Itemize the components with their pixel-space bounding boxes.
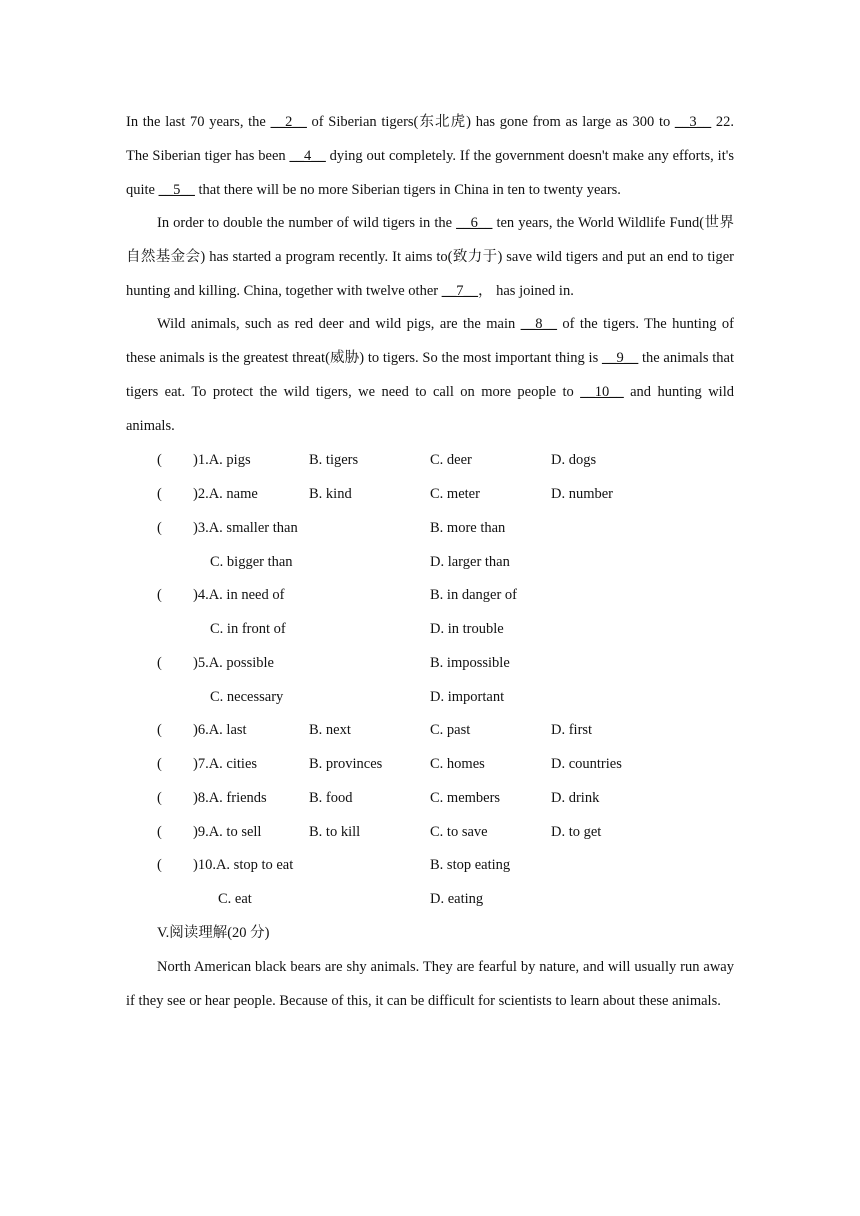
answer-paren[interactable]: ( — [157, 756, 162, 772]
passage-paragraph-3 — [126, 307, 734, 443]
option-d: D. dogs — [551, 452, 597, 468]
answer-paren[interactable]: ( — [157, 486, 162, 502]
reading-paragraph-1 — [126, 950, 734, 1018]
text: and hunting wild animals. — [126, 384, 734, 434]
answer-paren[interactable]: ( — [157, 790, 162, 806]
text: ten years, the World Wildlife Fund(世界自然基金会) has started a program recently. It aims to(致力于) save wild tigers and put an end to tiger hunting and killing. China, together with twelve other — [126, 215, 734, 299]
option-c: C. members — [430, 790, 501, 806]
text: that there will be no more Siberian tigers in China in ten to twenty years. — [194, 182, 621, 198]
question-row-10 — [0, 848, 860, 882]
option-b: B. provinces — [309, 756, 383, 772]
option-d: D. important — [430, 689, 505, 705]
option-c: C. past — [430, 722, 471, 738]
option-b: B. to kill — [309, 824, 361, 840]
option-b: B. in danger of — [430, 587, 517, 603]
option-c: C. homes — [430, 756, 485, 772]
blank-4: __4__ — [289, 148, 326, 164]
option-c: C. bigger than — [210, 554, 293, 570]
option-c: C. eat — [218, 891, 252, 907]
blank-9: __9__ — [601, 350, 639, 366]
blank-6: __6__ — [456, 215, 493, 231]
blank-10: __10__ — [580, 384, 624, 400]
question-row-7 — [0, 747, 860, 781]
option-d: D. larger than — [430, 554, 510, 570]
answer-paren[interactable]: ( — [157, 824, 162, 840]
question-row-4 — [0, 578, 860, 612]
option-b: B. stop eating — [430, 857, 511, 873]
answer-paren[interactable]: ( — [157, 857, 162, 873]
answer-paren[interactable]: ( — [157, 655, 162, 671]
option-d: D. eating — [430, 891, 484, 907]
option-b: B. kind — [309, 486, 352, 502]
text: dying out completely. If the government doesn't make any efforts, it's quite — [126, 148, 734, 198]
question-row-6 — [0, 713, 860, 747]
text: In order to double the number of wild tigers in the — [157, 215, 457, 231]
option-a: )5.A. possible — [193, 655, 274, 671]
option-a: )6.A. last — [193, 722, 247, 738]
option-c: C. to save — [430, 824, 488, 840]
option-c: C. deer — [430, 452, 472, 468]
blank-7: __7__ — [441, 283, 478, 299]
option-b: B. food — [309, 790, 353, 806]
question-row-10-cont — [0, 882, 860, 916]
question-row-9 — [0, 815, 860, 849]
text: In the last 70 years, the — [126, 114, 271, 130]
question-row-5 — [0, 646, 860, 680]
section-title: V.阅读理解(20 分) — [157, 925, 270, 941]
answer-paren[interactable]: ( — [157, 587, 162, 603]
option-a: )7.A. cities — [193, 756, 258, 772]
text: Wild animals, such as red deer and wild pigs, are the main — [157, 316, 521, 332]
option-a: )4.A. in need of — [193, 587, 285, 603]
text: of the tigers. The hunting of these animals is the greatest threat(威胁) to tigers. So the most important thing is — [126, 316, 734, 366]
option-b: B. impossible — [430, 655, 510, 671]
answer-paren[interactable]: ( — [157, 452, 162, 468]
option-d: D. in trouble — [430, 621, 504, 637]
option-b: B. more than — [430, 520, 506, 536]
question-row-8 — [0, 781, 860, 815]
option-a: )2.A. name — [193, 486, 258, 502]
option-d: D. number — [551, 486, 614, 502]
passage-paragraph-1 — [126, 105, 734, 207]
text: the animals that tigers eat. To protect the wild tigers, we need to call on more people to — [126, 350, 735, 400]
question-row-1 — [0, 443, 860, 477]
option-a: )9.A. to sell — [193, 824, 262, 840]
option-d: D. drink — [551, 790, 600, 806]
question-row-3 — [0, 511, 860, 545]
option-a: )10.A. stop to eat — [193, 857, 294, 873]
blank-8: __8__ — [520, 316, 557, 332]
option-b: B. next — [309, 722, 351, 738]
text: 22. The Siberian tiger has been — [126, 114, 734, 164]
passage-paragraph-2 — [126, 206, 734, 308]
question-row-3-cont — [0, 545, 860, 579]
text: ， has joined in. — [477, 283, 574, 299]
answer-paren[interactable]: ( — [157, 520, 162, 536]
text: of Siberian tigers(东北虎) has gone from as large as 300 to — [306, 114, 675, 130]
question-row-2 — [0, 477, 860, 511]
option-b: B. tigers — [309, 452, 359, 468]
blank-3: __3__ — [674, 114, 712, 130]
option-c: C. meter — [430, 486, 480, 502]
option-d: D. countries — [551, 756, 622, 772]
question-row-4-cont — [0, 612, 860, 646]
blank-5: __5__ — [158, 182, 195, 198]
option-a: )1.A. pigs — [193, 452, 251, 468]
blank-2: __2__ — [270, 114, 307, 130]
option-a: )3.A. smaller than — [193, 520, 298, 536]
option-c: C. necessary — [210, 689, 284, 705]
answer-paren[interactable]: ( — [157, 722, 162, 738]
option-a: )8.A. friends — [193, 790, 267, 806]
option-d: D. first — [551, 722, 593, 738]
text: North American black bears are shy animals. They are fearful by nature, and will usually run away if they see or hear people. Because of this, it can be difficult for scientists to learn about these animals. — [126, 959, 734, 1009]
option-d: D. to get — [551, 824, 602, 840]
option-c: C. in front of — [210, 621, 286, 637]
question-row-5-cont — [0, 680, 860, 714]
